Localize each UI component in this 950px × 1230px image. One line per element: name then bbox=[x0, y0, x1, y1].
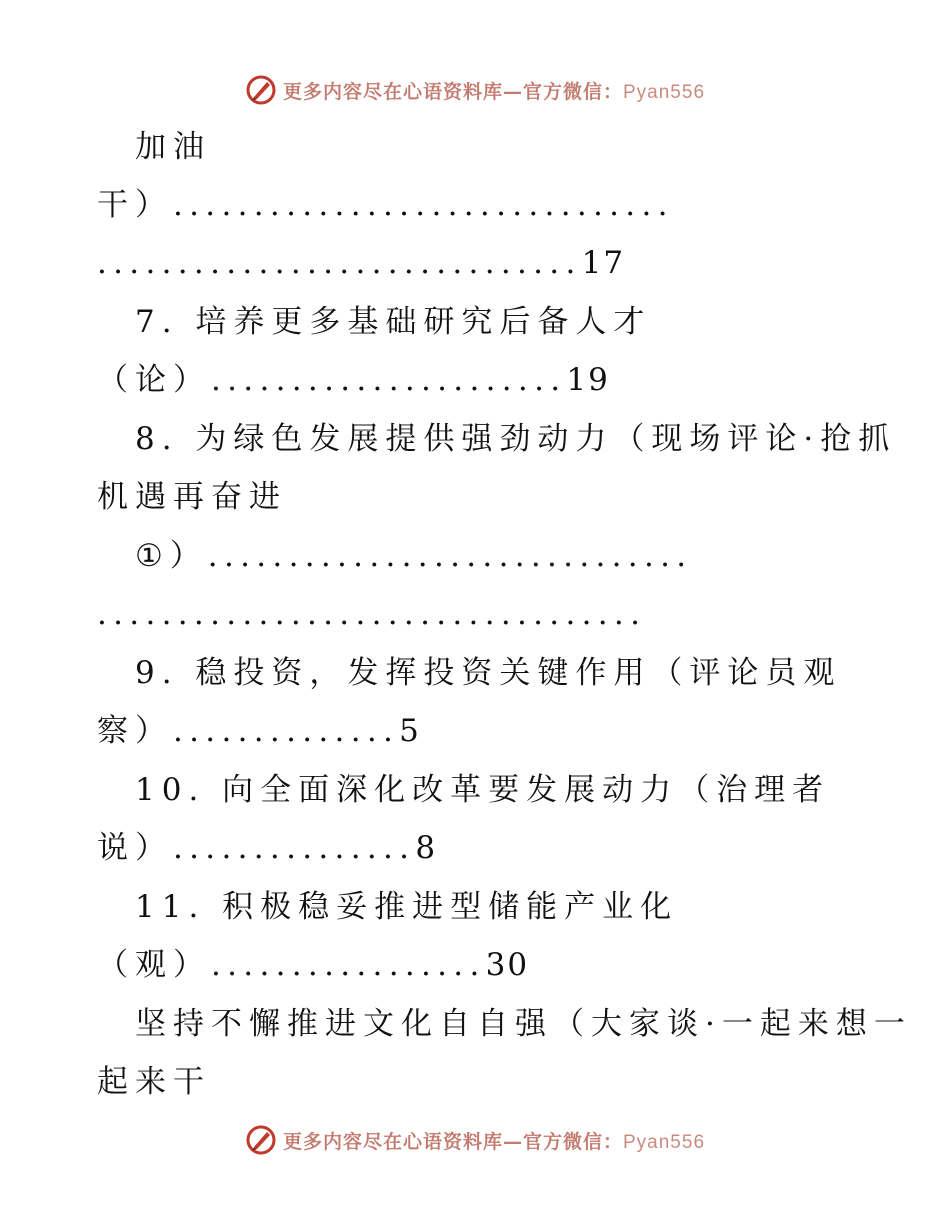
toc-line-text: 察） bbox=[97, 713, 173, 749]
toc-line bbox=[97, 819, 437, 877]
toc-line-text: 干） bbox=[97, 187, 173, 223]
header-wechat-id: Pyan556 bbox=[623, 81, 706, 103]
toc-line-text: （观） bbox=[97, 947, 211, 983]
toc-line bbox=[135, 410, 896, 468]
toc-dot-leader: .............. bbox=[173, 713, 400, 749]
toc-dot-leader: .................................. bbox=[97, 596, 647, 632]
header-watermark-label: 更多内容尽在心语资料库—官方微信： bbox=[282, 80, 623, 103]
toc-line-text: 9. 稳投资，发挥投资关键作用（评论员观 bbox=[135, 655, 842, 691]
toc-page-number: 30 bbox=[485, 947, 530, 983]
toc-dot-leader: .............................. bbox=[97, 245, 582, 281]
toc-line bbox=[135, 878, 678, 936]
toc-dot-leader: ............... bbox=[173, 830, 416, 866]
toc-line bbox=[135, 293, 651, 351]
toc-line bbox=[97, 234, 625, 292]
toc-line-text: 11. 积极稳妥推进型储能产业化 bbox=[135, 889, 679, 925]
toc-dot-leader: .............................. bbox=[207, 538, 693, 574]
toc-line bbox=[97, 585, 646, 643]
toc-page-number: 8 bbox=[415, 830, 438, 866]
toc-line-text: 机遇再奋进 bbox=[97, 479, 287, 515]
toc-line-text: 8. 为绿色发展提供强劲动力（现场评论·抢抓 bbox=[135, 421, 897, 457]
header-watermark-text bbox=[283, 77, 705, 104]
footer-wechat-id: Pyan556 bbox=[623, 1131, 706, 1153]
toc-line-text: 坚持不懈推进文化自自强（大家谈·一起来想一 bbox=[135, 1006, 912, 1042]
toc-line-text: 10. 向全面深化改革要发展动力（治理者 bbox=[135, 772, 831, 808]
toc-line bbox=[97, 176, 674, 234]
toc-page-number: 5 bbox=[399, 713, 421, 749]
toc-dot-leader: ................. bbox=[211, 947, 486, 983]
footer-watermark-label: 更多内容尽在心语资料库—官方微信： bbox=[282, 1130, 623, 1153]
toc-line bbox=[135, 995, 912, 1053]
toc-line bbox=[135, 761, 830, 819]
toc-line-text: 加油 bbox=[135, 129, 211, 165]
toc-page-number: 19 bbox=[566, 362, 610, 398]
toc-dot-leader: ............................... bbox=[173, 187, 674, 223]
toc-line bbox=[97, 1053, 211, 1111]
pen-logo-icon bbox=[245, 74, 277, 106]
toc-line-text: 7. 培养更多基础研究后备人才 bbox=[135, 304, 652, 340]
toc-dot-leader: ...................... bbox=[211, 362, 567, 398]
toc-line bbox=[97, 351, 610, 409]
header-watermark-banner bbox=[0, 70, 950, 110]
toc-line bbox=[97, 468, 287, 526]
toc-line-text: ①） bbox=[135, 538, 208, 574]
toc-line bbox=[135, 644, 841, 702]
footer-watermark-text bbox=[283, 1127, 705, 1154]
pen-logo-icon bbox=[245, 1124, 277, 1156]
toc-line-text: 起来干 bbox=[97, 1064, 211, 1100]
toc-line bbox=[135, 118, 211, 176]
toc-line bbox=[97, 936, 529, 994]
toc-line-text: （论） bbox=[97, 362, 211, 398]
toc-page-number: 17 bbox=[581, 245, 626, 281]
toc-line-text: 说） bbox=[97, 830, 173, 866]
toc-line bbox=[97, 702, 421, 760]
toc-line bbox=[135, 527, 692, 585]
footer-watermark-banner bbox=[0, 1120, 950, 1160]
